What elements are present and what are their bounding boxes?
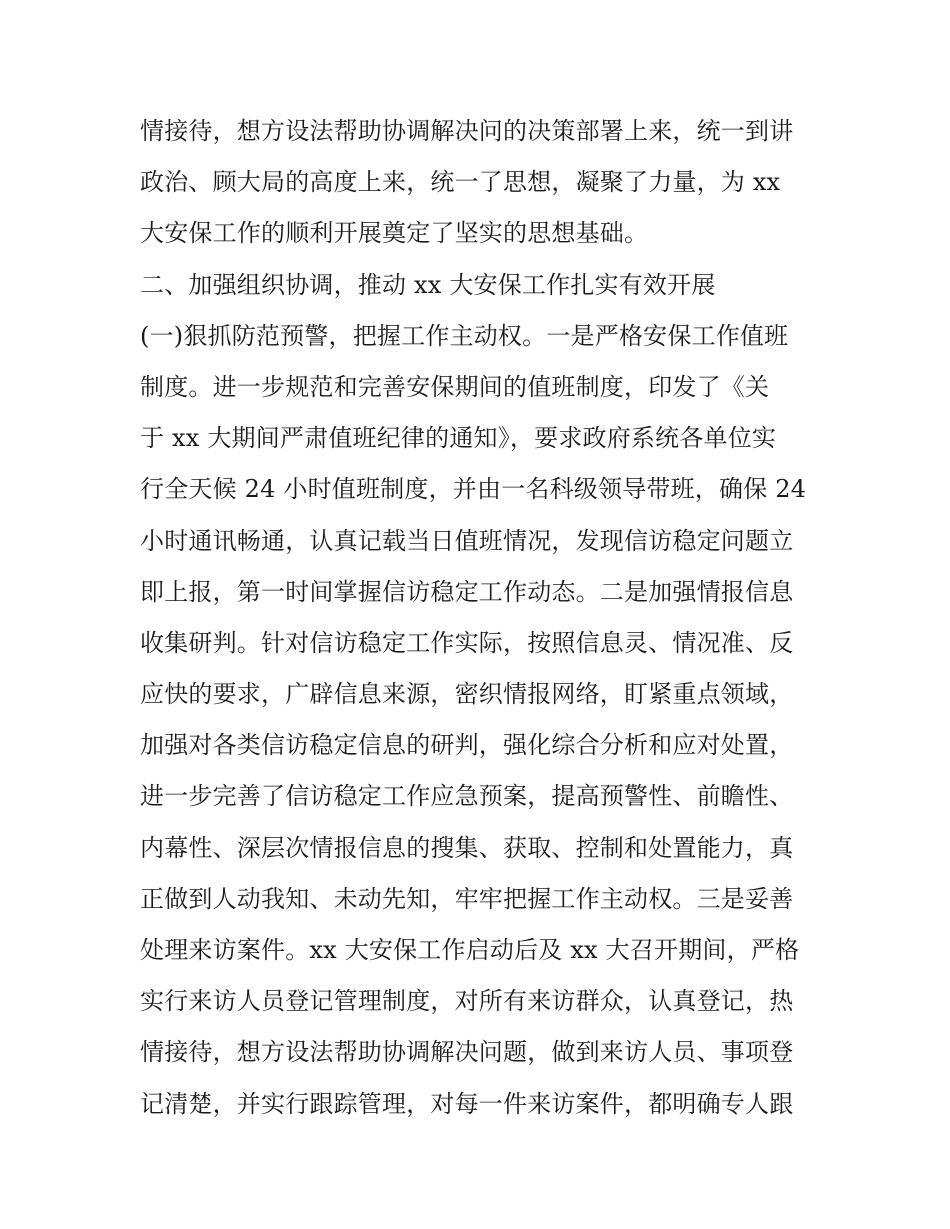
text-line: 政治、顾大局的高度上来，统一了思想，凝聚了力量，为 xx bbox=[140, 168, 781, 197]
section-heading: 二、加强组织协调，推动 xx 大安保工作扎实有效开展 bbox=[140, 270, 716, 299]
body-text bbox=[140, 106, 820, 1130]
text-line: 情接待，想方设法帮助协调解决问题，做到来访人员、事项登 bbox=[140, 1038, 794, 1067]
text-line: 应快的要求，广辟信息来源，密织情报网络，盯紧重点领域， bbox=[140, 680, 794, 709]
text-line: 收集研判。针对信访稳定工作实际，按照信息灵、情况准、反 bbox=[140, 628, 794, 657]
text-line: 内幕性、深层次情报信息的搜集、获取、控制和处置能力，真 bbox=[140, 833, 794, 862]
subsection-heading-line: (一)狠抓防范预警，把握工作主动权。一是严格安保工作值班 bbox=[140, 321, 789, 350]
text-line: 大安保工作的顺利开展奠定了坚实的思想基础。 bbox=[140, 219, 649, 248]
text-line: 即上报，第一时间掌握信访稳定工作动态。二是加强情报信息 bbox=[140, 577, 794, 606]
text-line: 行全天候 24 小时值班制度，并由一名科级领导带班，确保 24 bbox=[140, 475, 807, 504]
text-line: 处理来访案件。xx 大安保工作启动后及 xx 大召开期间，严格 bbox=[140, 936, 800, 964]
text-line: 正做到人动我知、未动先知，牢牢把握工作主动权。三是妥善 bbox=[140, 884, 794, 913]
text-line: 情接待，想方设法帮助协调解决问的决策部署上来，统一到讲 bbox=[140, 117, 794, 145]
text-line: 实行来访人员登记管理制度，对所有来访群众，认真登记，热 bbox=[140, 987, 794, 1016]
text-line: 加强对各类信访稳定信息的研判，强化综合分析和应对处置， bbox=[140, 731, 794, 760]
text-line: 小时通讯畅通，认真记载当日值班情况，发现信访稳定问题立 bbox=[140, 526, 794, 555]
text-line: 记清楚，并实行跟踪管理，对每一件来访案件，都明确专人跟 bbox=[140, 1089, 794, 1118]
text-line: 于 xx 大期间严肃值班纪律的通知》，要求政府系统各单位实 bbox=[140, 424, 777, 453]
text-line: 制度。进一步规范和完善安保期间的值班制度，印发了《关 bbox=[140, 372, 770, 401]
text-line: 进一步完善了信访稳定工作应急预案，提高预警性、前瞻性、 bbox=[140, 782, 794, 811]
